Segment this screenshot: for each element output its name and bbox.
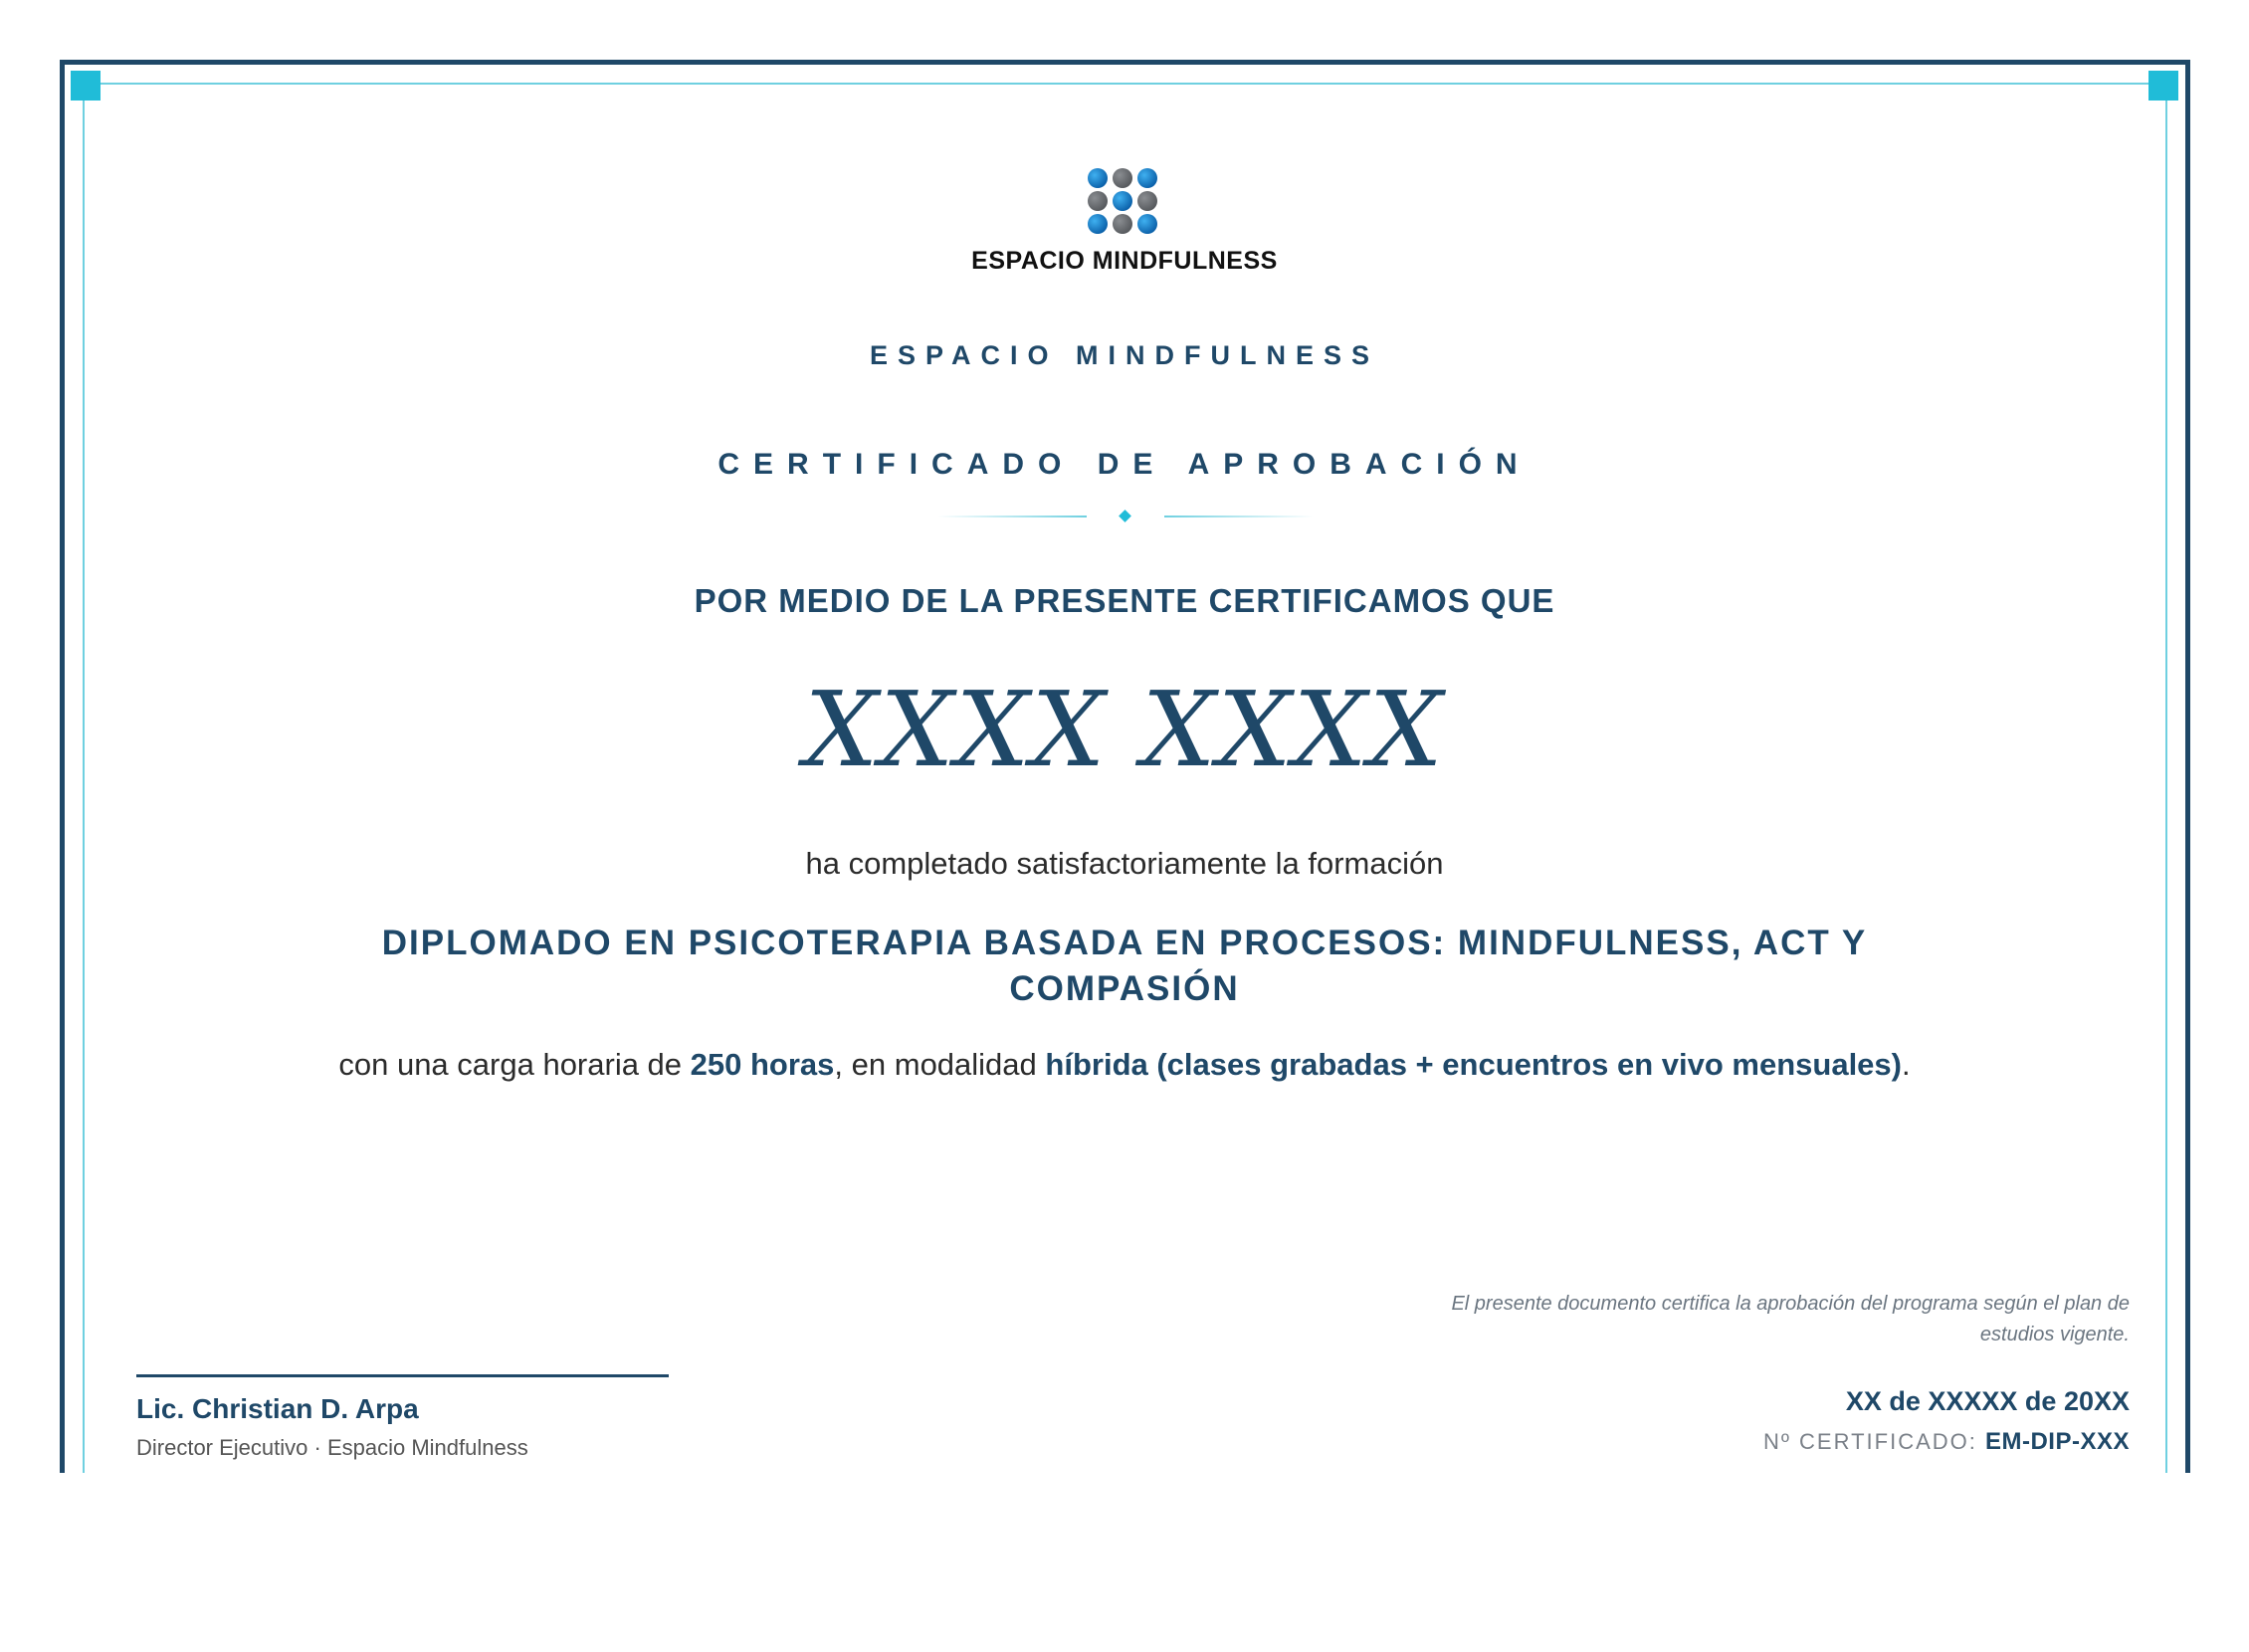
divider-line-left [937,516,1087,517]
completion-statement: ha completado satisfactoriamente la formación [805,846,1444,881]
certificate-number-label: Nº CERTIFICADO: [1763,1429,1985,1454]
program-name: DIPLOMADO EN PSICOTERAPIA BASADA EN PROCESOS: MINDFULNESS, ACT Y COMPASIÓN [381,924,1868,1008]
certificate-number [1763,1428,2130,1456]
validity-note: El presente documento certifica la aprobación del programa según el plan de estudios vigente. [1451,1293,2130,1345]
logo-wordmark: ESPACIO MINDFULNESS [971,247,1278,275]
divider-line-right [1164,516,1314,517]
recipient-name: XXXX XXXX [804,669,1445,790]
modality-value: híbrida (clases grabadas + encuentros en vivo mensuales) [1045,1047,1902,1082]
signature-line [136,1374,669,1377]
hours-suffix: . [1902,1047,1911,1082]
hours-value: 250 horas [690,1047,835,1082]
hours-prefix: con una carga horaria de [338,1047,691,1082]
issue-date: XX de XXXXX de 20XX [1845,1386,2130,1416]
hours-middle: , en modalidad [834,1047,1046,1082]
certificate-title: CERTIFICADO DE APROBACIÓN [717,448,1532,481]
certificate-number-value: EM-DIP-XXX [1984,1428,2130,1455]
dot-grid-logo-icon [1087,167,1158,235]
signatory-role: Director Ejecutivo · Espacio Mindfulness [136,1435,528,1460]
organization-name: ESPACIO MINDFULNESS [869,340,1380,370]
diamond-icon [1119,510,1131,522]
corner-square-top-right [2148,71,2178,101]
certification-preamble: POR MEDIO DE LA PRESENTE CERTIFICAMOS QUE [694,582,1555,619]
hours-statement [0,1047,2249,1083]
signatory-name: Lic. Christian D. Arpa [136,1393,419,1424]
corner-square-top-left [71,71,101,101]
ornamental-divider [0,512,2249,521]
